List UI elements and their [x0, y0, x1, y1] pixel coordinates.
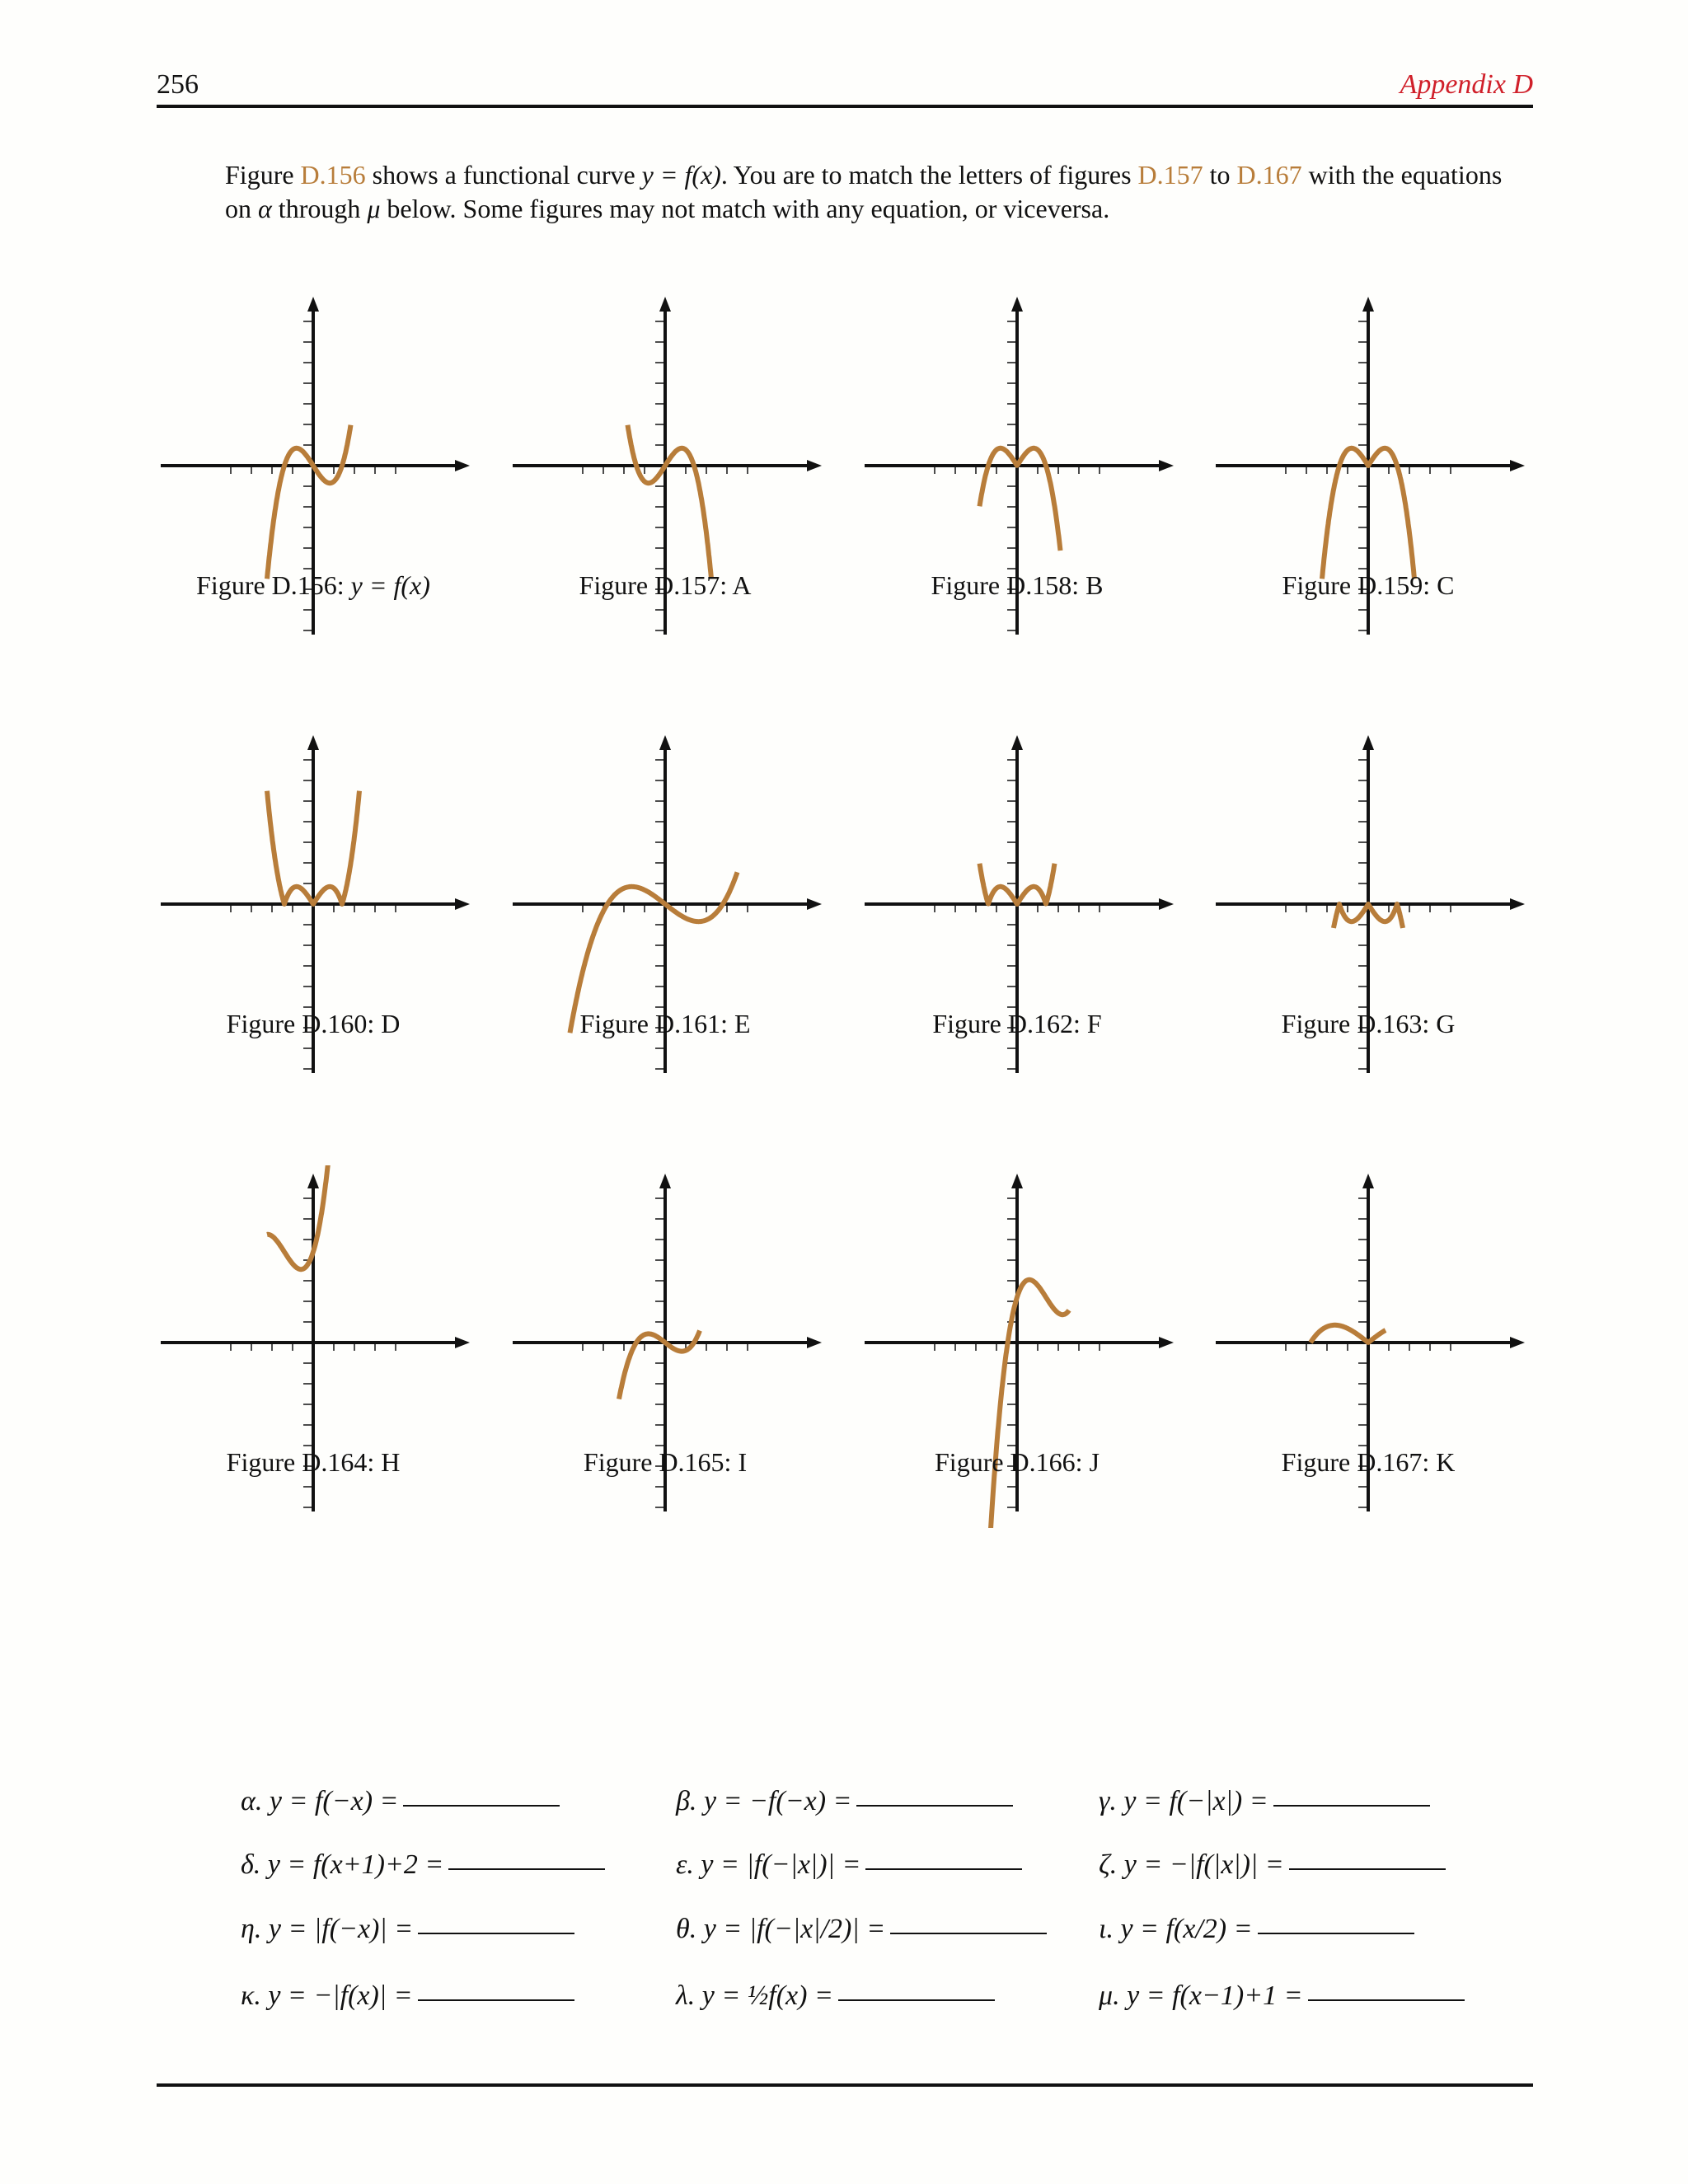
answer-blank[interactable]	[838, 1999, 995, 2001]
section-header: Appendix D	[1400, 69, 1533, 100]
figure-ref-d157[interactable]: D.157	[1137, 160, 1203, 190]
figure-d161	[500, 727, 830, 1090]
equation-label: η.	[241, 1914, 262, 1944]
intro-math-alpha: α	[258, 194, 272, 223]
figure-d163-caption: Figure D.163: G	[1281, 1009, 1456, 1038]
x-axis-arrow-icon	[455, 1337, 470, 1348]
answer-blank[interactable]	[403, 1804, 560, 1807]
equation-epsilon	[676, 1849, 1022, 1881]
y-axis-arrow-icon	[307, 1174, 319, 1188]
x-axis-arrow-icon	[807, 460, 822, 471]
equation-expression: y = −|f(x)| =	[268, 1980, 413, 2011]
figure-d160-caption: Figure D.160: D	[226, 1009, 401, 1038]
equation-label: δ.	[241, 1849, 261, 1880]
figure-d159	[1203, 288, 1533, 651]
figure-caption-text: Figure D.156:	[196, 570, 351, 600]
equation-expression: y = |f(−|x|)| =	[701, 1849, 861, 1880]
equation-label: α.	[241, 1786, 263, 1816]
function-curve	[267, 425, 351, 579]
x-axis-arrow-icon	[807, 1337, 822, 1348]
figure-caption-math: y = f(x)	[350, 570, 430, 600]
intro-paragraph	[225, 158, 1511, 226]
figure-d164-caption: Figure D.164: H	[226, 1447, 401, 1477]
y-axis-arrow-icon	[1011, 735, 1023, 750]
answer-blank[interactable]	[890, 1932, 1047, 1934]
equation-label: μ.	[1099, 1980, 1120, 2011]
y-axis-arrow-icon	[1011, 297, 1023, 312]
equation-expression: y = f(x/2) =	[1120, 1914, 1253, 1944]
figure-d167-caption: Figure D.167: K	[1281, 1447, 1456, 1477]
figure-d166	[852, 1165, 1182, 1528]
function-curve	[267, 1165, 348, 1269]
x-axis-arrow-icon	[455, 898, 470, 910]
function-curve	[628, 425, 712, 579]
equation-expression: y = f(x+1)+2 =	[267, 1849, 444, 1880]
y-axis-arrow-icon	[659, 1174, 671, 1188]
equation-label: κ.	[241, 1980, 261, 2011]
equation-expression: y = −|f(|x|)| =	[1123, 1849, 1284, 1880]
intro-text-4: to	[1203, 160, 1237, 190]
answer-blank[interactable]	[418, 1932, 574, 1934]
intro-text-5: with the equations on	[225, 160, 1503, 223]
y-axis-arrow-icon	[1362, 735, 1374, 750]
y-axis-arrow-icon	[1362, 1174, 1374, 1188]
figure-d162-caption: Figure D.162: F	[932, 1009, 1102, 1038]
figure-d157-caption: Figure D.157: A	[579, 570, 752, 600]
function-curve	[988, 1280, 1069, 1528]
y-axis-arrow-icon	[307, 735, 319, 750]
equation-iota	[1099, 1914, 1414, 1945]
equation-theta	[676, 1914, 1047, 1945]
function-curve	[980, 448, 1061, 551]
answer-blank[interactable]	[1273, 1804, 1430, 1807]
equation-label: ι.	[1099, 1914, 1114, 1944]
footer-rule	[157, 2083, 1533, 2087]
figure-d156	[148, 288, 478, 651]
function-curve	[1311, 1325, 1386, 1343]
y-axis-arrow-icon	[1362, 297, 1374, 312]
equation-label: ζ.	[1099, 1849, 1118, 1880]
x-axis-arrow-icon	[1510, 460, 1525, 471]
figure-d167	[1203, 1165, 1533, 1528]
x-axis-arrow-icon	[1159, 1337, 1174, 1348]
equation-kappa	[241, 1980, 574, 2012]
intro-text-3: . You are to match the letters of figures	[720, 160, 1138, 190]
y-axis-arrow-icon	[1011, 1174, 1023, 1188]
answer-blank[interactable]	[418, 1999, 574, 2001]
header-rule	[157, 105, 1533, 108]
intro-math-mu: μ	[367, 194, 381, 223]
y-axis-arrow-icon	[659, 735, 671, 750]
equation-expression: y = f(x−1)+1 =	[1127, 1980, 1303, 2011]
equation-zeta	[1099, 1849, 1446, 1881]
equation-lambda	[676, 1980, 995, 2012]
equation-expression: y = f(−|x|) =	[1123, 1786, 1268, 1816]
answer-blank[interactable]	[1308, 1999, 1465, 2001]
equation-expression: y = −f(−x) =	[703, 1786, 852, 1816]
figure-d162	[852, 727, 1182, 1090]
equation-label: γ.	[1099, 1786, 1117, 1816]
x-axis-arrow-icon	[455, 460, 470, 471]
equation-label: ε.	[676, 1849, 694, 1880]
intro-text-2: shows a functional curve	[365, 160, 642, 190]
figure-d166-caption: Figure D.166: J	[935, 1447, 1100, 1477]
equation-delta	[241, 1849, 605, 1881]
figure-d165	[500, 1165, 830, 1528]
figure-d161-caption: Figure D.161: E	[579, 1009, 751, 1038]
figure-d156-caption	[148, 570, 478, 601]
figure-d158-caption: Figure D.158: B	[931, 570, 1104, 600]
figure-d157	[500, 288, 830, 651]
figure-d158	[852, 288, 1182, 651]
page-number: 256	[157, 69, 199, 100]
y-axis-arrow-icon	[307, 297, 319, 312]
figure-ref-d167[interactable]: D.167	[1236, 160, 1302, 190]
answer-blank[interactable]	[865, 1868, 1022, 1870]
intro-text-6: through	[271, 194, 368, 223]
equation-gamma	[1099, 1786, 1430, 1817]
equation-expression: y = |f(−|x|/2)| =	[703, 1914, 886, 1944]
equation-label: θ.	[676, 1914, 697, 1944]
equation-beta	[676, 1786, 1013, 1817]
figure-d159-caption: Figure D.159: C	[1282, 570, 1455, 600]
x-axis-arrow-icon	[1159, 460, 1174, 471]
equation-label: β.	[676, 1786, 697, 1816]
answer-blank[interactable]	[1258, 1932, 1414, 1934]
intro-text-1: Figure	[225, 160, 301, 190]
answer-blank[interactable]	[856, 1804, 1013, 1807]
equation-alpha	[241, 1786, 560, 1817]
function-curve	[619, 1331, 700, 1399]
equation-eta	[241, 1914, 574, 1945]
x-axis-arrow-icon	[1510, 1337, 1525, 1348]
x-axis-arrow-icon	[1159, 898, 1174, 910]
equation-expression: y = |f(−x)| =	[268, 1914, 414, 1944]
figure-d164	[148, 1165, 478, 1528]
figure-ref-d156[interactable]: D.156	[300, 160, 366, 190]
equation-mu	[1099, 1980, 1465, 2012]
intro-math-function: y = f(x)	[641, 160, 721, 190]
x-axis-arrow-icon	[807, 898, 822, 910]
y-axis-arrow-icon	[659, 297, 671, 312]
equation-label: λ.	[676, 1980, 696, 2011]
answer-blank[interactable]	[448, 1868, 605, 1870]
figure-d160	[148, 727, 478, 1090]
intro-text-7: below. Some figures may not match with any equation, or viceversa.	[380, 194, 1110, 223]
equation-expression: y = ½f(x) =	[701, 1980, 833, 2011]
equation-expression: y = f(−x) =	[269, 1786, 399, 1816]
figure-d165-caption: Figure D.165: I	[583, 1447, 748, 1477]
x-axis-arrow-icon	[1510, 898, 1525, 910]
answer-blank[interactable]	[1289, 1868, 1446, 1870]
figure-d163	[1203, 727, 1533, 1090]
